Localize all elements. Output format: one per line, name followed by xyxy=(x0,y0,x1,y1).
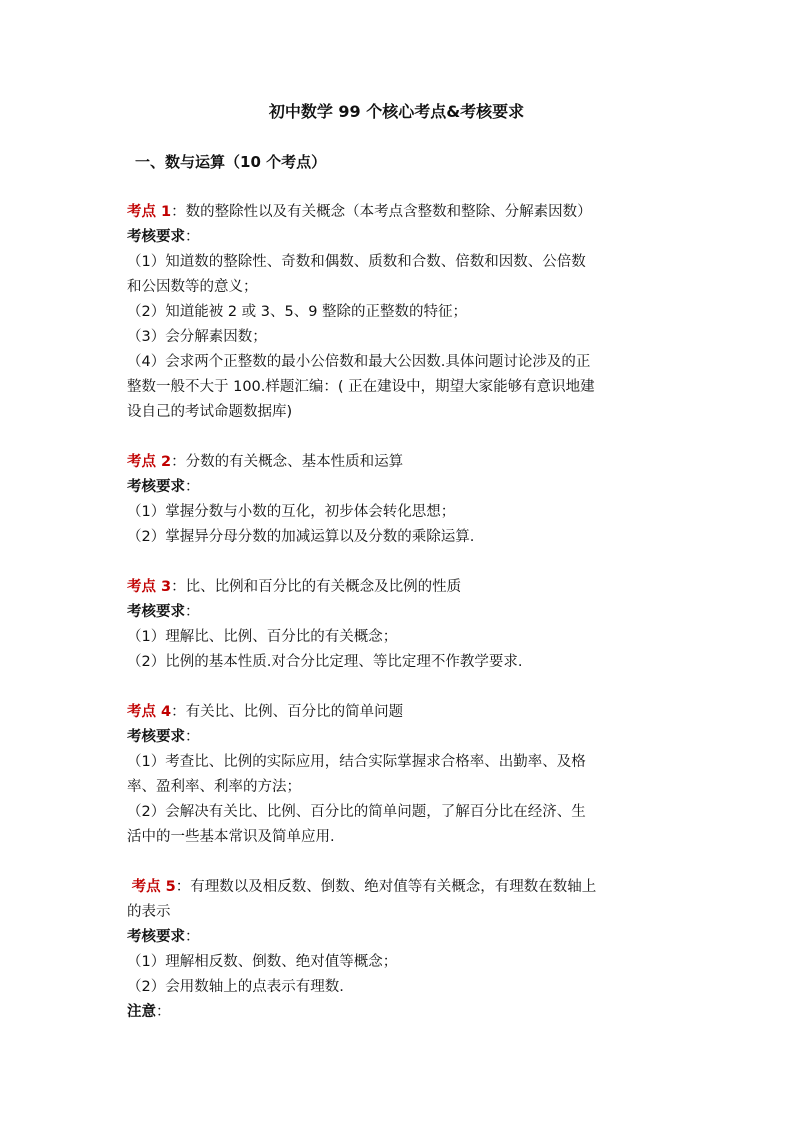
kp1-req-heading: 考核要求 xyxy=(127,229,185,245)
kp4-line: 率、盈利率、利率的方法； xyxy=(127,779,301,795)
kp3-line: （1）理解比、比例、百分比的有关概念； xyxy=(127,629,398,645)
kp1-line: （1）知道数的整除性、奇数和偶数、质数和合数、倍数和因数、公倍数 xyxy=(127,254,586,270)
kp5-line: （2）会用数轴上的点表示有理数. xyxy=(127,979,344,995)
kp1-req xyxy=(127,225,672,250)
kp1-topic: 数的整除性以及有关概念（本考点含整数和整除、分解素因数） xyxy=(185,204,592,220)
kp2-line: （2）掌握异分母分数的加减运算以及分数的乘除运算. xyxy=(127,529,475,545)
kp5-req xyxy=(127,925,672,950)
spacer xyxy=(127,850,672,875)
kp4-line: 活中的一些基本常识及简单应用. xyxy=(127,829,335,845)
spacer xyxy=(127,675,672,700)
kp5-note xyxy=(127,1000,672,1025)
kp4-req-heading: 考核要求 xyxy=(127,729,185,745)
kp3-line: （2）比例的基本性质.对合分比定理、等比定理不作教学要求. xyxy=(127,654,523,670)
kp2-req-colon: ： xyxy=(185,479,200,495)
kp1-line: （3）会分解素因数； xyxy=(127,329,267,345)
kp4-topic: 有关比、比例、百分比的简单问题 xyxy=(185,704,404,720)
document-body xyxy=(127,200,672,1025)
kp5-topic-cont: 的表示 xyxy=(127,904,171,920)
kp5-label: 考点 5 xyxy=(131,879,176,895)
kp3-topic: 比、比例和百分比的有关概念及比例的性质 xyxy=(185,579,462,595)
kp4-label: 考点 4 xyxy=(127,704,172,720)
kp5-topic: 有理数以及相反数、倒数、绝对值等有关概念，有理数在数轴上 xyxy=(190,879,597,895)
spacer xyxy=(127,425,672,450)
kp4-header xyxy=(127,700,672,725)
kp1-label: 考点 1 xyxy=(127,204,172,220)
kp1-header xyxy=(127,200,672,225)
kp3-req xyxy=(127,600,672,625)
kp1-line: （2）知道能被 2 或 3、5、9 整除的正整数的特征； xyxy=(127,304,468,320)
kp1-line: （4）会求两个正整数的最小公倍数和最大公因数.具体问题讨论涉及的正 xyxy=(127,354,591,370)
kp1-colon: ： xyxy=(171,204,186,220)
kp2-label: 考点 2 xyxy=(127,454,172,470)
spacer xyxy=(127,550,672,575)
kp1-line: 设自己的考试命题数据库) xyxy=(127,404,293,420)
kp4-req xyxy=(127,725,672,750)
kp3-colon: ： xyxy=(171,579,186,595)
kp5-note-label: 注意 xyxy=(127,1004,156,1020)
section-title: 一、数与运算（10 个考点） xyxy=(135,153,327,171)
kp2-colon: ： xyxy=(171,454,186,470)
kp5-note-colon: ： xyxy=(156,1004,171,1020)
kp1-line: 和公因数等的意义； xyxy=(127,279,258,295)
kp1-req-colon: ： xyxy=(185,229,200,245)
kp3-req-colon: ： xyxy=(185,604,200,620)
kp4-line: （2）会解决有关比、比例、百分比的简单问题，了解百分比在经济、生 xyxy=(127,804,586,820)
kp2-topic: 分数的有关概念、基本性质和运算 xyxy=(185,454,404,470)
kp4-colon: ： xyxy=(171,704,186,720)
kp3-label: 考点 3 xyxy=(127,579,172,595)
kp2-line: （1）掌握分数与小数的互化，初步体会转化思想； xyxy=(127,504,456,520)
kp3-header xyxy=(127,575,672,600)
kp1-line: 整数一般不大于 100.样题汇编：( 正在建设中，期望大家能够有意识地建 xyxy=(127,379,595,395)
kp3-req-heading: 考核要求 xyxy=(127,604,185,620)
kp5-colon: ： xyxy=(175,879,191,895)
document-title: 初中数学 99 个核心考点&考核要求 xyxy=(268,102,525,121)
kp2-header xyxy=(127,450,672,475)
kp2-req-heading: 考核要求 xyxy=(127,479,185,495)
kp5-header xyxy=(127,875,672,900)
kp5-line: （1）理解相反数、倒数、绝对值等概念； xyxy=(127,954,398,970)
kp5-req-colon: ： xyxy=(185,929,200,945)
kp4-req-colon: ： xyxy=(185,729,200,745)
kp5-req-heading: 考核要求 xyxy=(127,929,185,945)
kp2-req xyxy=(127,475,672,500)
kp4-line: （1）考查比、比例的实际应用，结合实际掌握求合格率、出勤率、及格 xyxy=(127,754,586,770)
